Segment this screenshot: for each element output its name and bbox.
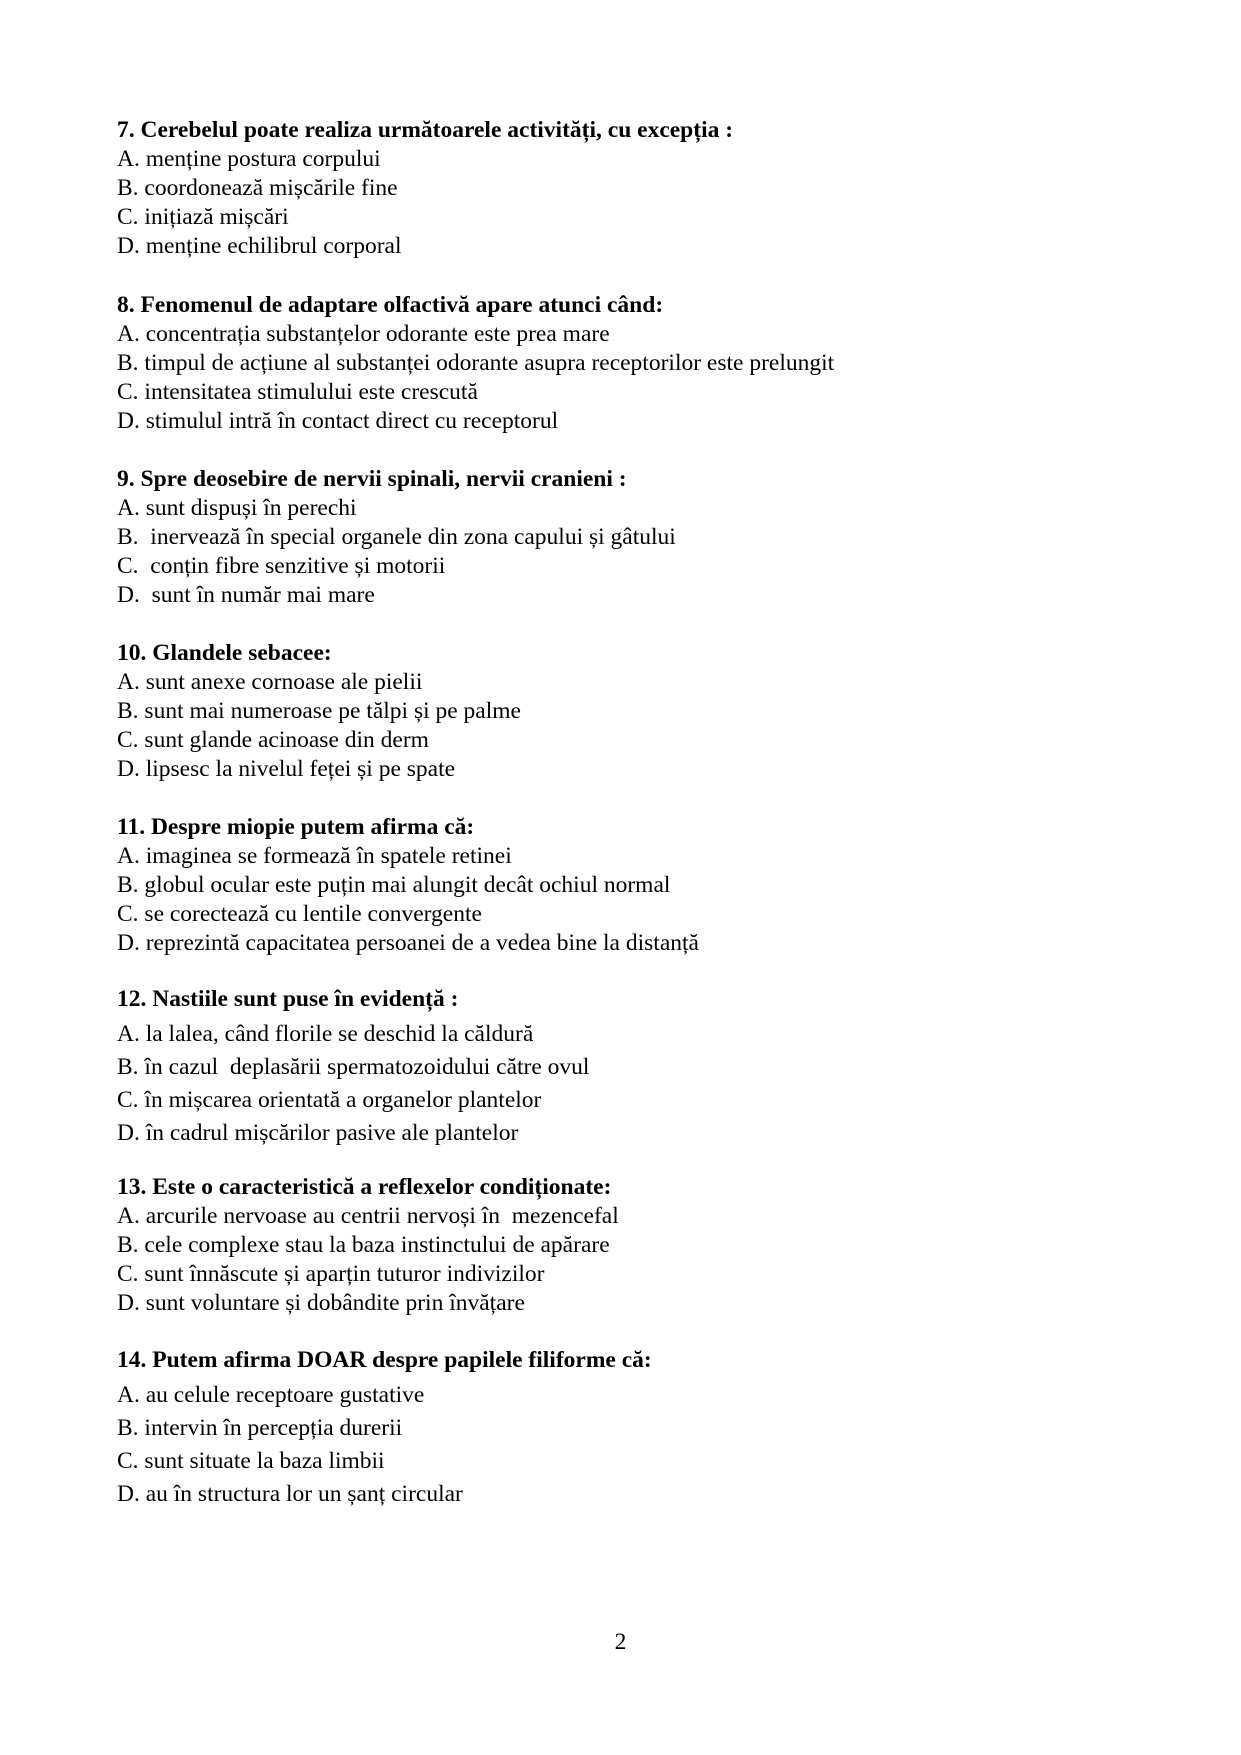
document-page <box>117 116 1127 1540</box>
option-a: A. la lalea, când florile se deschid la căldură <box>117 1021 534 1047</box>
question-title: 11. Despre miopie putem afirma că: <box>117 814 475 840</box>
option-a: A. sunt anexe cornoase ale pielii <box>117 669 423 695</box>
option-c: C. sunt înnăscute și aparțin tuturor indivizilor <box>117 1261 545 1287</box>
question-title: 8. Fenomenul de adaptare olfactivă apare atunci când: <box>117 292 664 318</box>
option-c: C. se corectează cu lentile convergente <box>117 901 482 927</box>
option-b: B. sunt mai numeroase pe tălpi și pe palme <box>117 698 521 724</box>
option-b: B. coordonează mișcările fine <box>117 175 398 201</box>
option-a: A. au celule receptoare gustative <box>117 1382 425 1408</box>
question-11 <box>117 813 1127 958</box>
option-d: D. menține echilibrul corporal <box>117 233 402 259</box>
option-c: C. sunt glande acinoase din derm <box>117 727 429 753</box>
page-number: 2 <box>614 1629 627 1655</box>
option-d: D. reprezintă capacitatea persoanei de a vedea bine la distanță <box>117 930 699 956</box>
option-d: D. stimulul intră în contact direct cu receptorul <box>117 408 559 434</box>
option-c: C. intensitatea stimulului este crescută <box>117 379 478 405</box>
option-d: D. sunt voluntare și dobândite prin învățare <box>117 1290 525 1316</box>
option-a: A. arcurile nervoase au centrii nervoși în mezencefal <box>117 1203 619 1229</box>
option-d: D. au în structura lor un șanț circular <box>117 1481 463 1507</box>
option-c: C. inițiază mișcări <box>117 204 289 230</box>
question-12 <box>117 985 1127 1150</box>
question-7 <box>117 116 1127 261</box>
option-b: B. intervin în percepția durerii <box>117 1415 403 1441</box>
question-13 <box>117 1173 1127 1318</box>
option-b: B. în cazul deplasării spermatozoidului către ovul <box>117 1054 590 1080</box>
option-c: C. în mișcarea orientată a organelor plantelor <box>117 1087 542 1113</box>
option-b: B. timpul de acțiune al substanței odorante asupra receptorilor este prelungit <box>117 350 835 376</box>
question-14 <box>117 1346 1127 1511</box>
question-8 <box>117 291 1127 436</box>
option-d: D. în cadrul mișcărilor pasive ale plantelor <box>117 1120 519 1146</box>
question-title: 14. Putem afirma DOAR despre papilele filiforme că: <box>117 1347 652 1373</box>
question-title: 13. Este o caracteristică a reflexelor condiționate: <box>117 1174 612 1200</box>
option-b: B. globul ocular este puțin mai alungit decât ochiul normal <box>117 872 671 898</box>
option-b: B. cele complexe stau la baza instinctului de apărare <box>117 1232 610 1258</box>
question-title: 10. Glandele sebacee: <box>117 640 332 666</box>
option-a: A. concentrația substanțelor odorante este prea mare <box>117 321 610 347</box>
option-c: C. conțin fibre senzitive și motorii <box>117 553 446 579</box>
question-9 <box>117 465 1127 610</box>
option-a: A. menține postura corpului <box>117 146 381 172</box>
option-d: D. sunt în număr mai mare <box>117 582 375 608</box>
option-d: D. lipsesc la nivelul feței și pe spate <box>117 756 456 782</box>
question-title: 12. Nastiile sunt puse în evidență : <box>117 986 459 1012</box>
option-a: A. imaginea se formează în spatele retinei <box>117 843 512 869</box>
question-10 <box>117 639 1127 784</box>
option-c: C. sunt situate la baza limbii <box>117 1448 385 1474</box>
question-title: 7. Cerebelul poate realiza următoarele activități, cu excepția : <box>117 117 734 143</box>
option-a: A. sunt dispuși în perechi <box>117 495 357 521</box>
question-title: 9. Spre deosebire de nervii spinali, nervii cranieni : <box>117 466 627 492</box>
option-b: B. inervează în special organele din zona capului și gâtului <box>117 524 676 550</box>
